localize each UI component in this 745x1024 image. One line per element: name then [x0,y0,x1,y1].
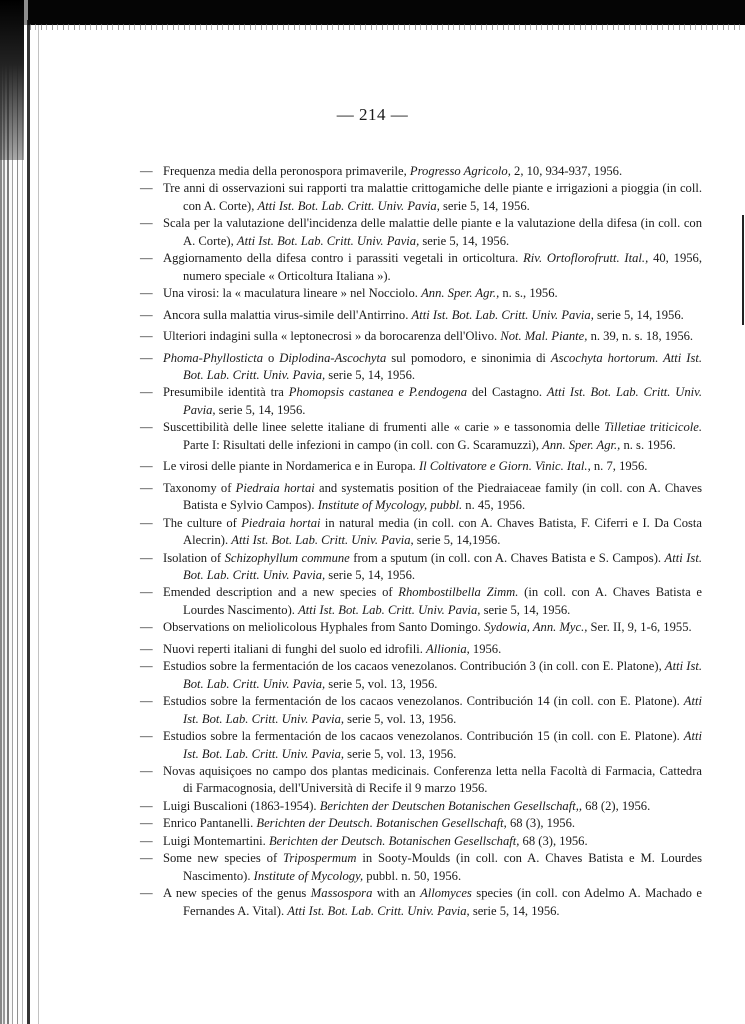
entry-text: species (in coll. con Adelmo A. Machado e Fernandes A. Vital). [183,886,702,918]
entry-text: in Sooty-Moulds (in coll. con A. Chaves Batista e M. Lourdes Nascimento). [183,851,703,883]
entry-dash: — [140,620,153,635]
entry-dash: — [140,286,153,301]
entry-text: The culture of [163,515,242,530]
entry-text: with an [372,886,421,901]
entry-text: Una virosi: la « maculatura lineare » nel Nocciolo. [163,286,422,301]
entry-text: Aggiornamento della difesa contro i parassiti vegetali in orticoltura. [163,251,524,266]
entry-italic-text: Phomopsis castanea e P.endogena [288,385,467,400]
entry-italic-text: Atti Ist. Bot. Lab. Critt. Univ. Pavia, [183,385,702,417]
bibliography-entry [140,850,702,885]
bibliography-entry [140,885,702,920]
entry-italic-text: Diplodina-Ascochyta [279,350,387,365]
entry-italic-text: Ann. Sper. Agr., [421,286,500,301]
bibliography-entry [140,584,702,619]
entry-italic-text: Atti Ist. Bot. Lab. Critt. Univ. Pavia, [411,307,594,322]
bibliography-entry [140,550,702,585]
page-fold-shadow [38,25,39,1024]
entry-text: Nuovi reperti italiani di funghi del suolo ed idrofili. [163,641,427,656]
entry-dash: — [140,833,153,848]
entry-text: Emended description and a new species of [163,585,399,600]
bibliography-entry [140,215,702,250]
entry-italic-text: Progresso Agricolo, [409,164,511,178]
entry-text: Suscettibilità delle linee selette italiane di frumenti alle « carie » e tassonomia delle [163,420,605,435]
entry-text: Ancora sulla malattia virus-simile dell'Antirrino. [163,307,412,322]
entry-text: Observations on meliolicolous Hyphales from Santo Domingo. [163,620,485,635]
entry-text: n. 39, n. s. 18, 1956. [587,329,694,344]
entry-text: serie 5, 14, 1956. [480,602,571,617]
bibliography-entry [140,419,702,454]
entry-text: serie 5, vol. 13, 1956. [344,711,457,726]
entry-text: from a sputum (in coll. con A. Chaves Batista e S. Campos). [349,550,665,565]
entry-italic-text: Piedraia hortai [241,515,321,530]
bibliography-entry [140,641,702,658]
entry-text: Tre anni di osservazioni sui rapporti tra malattie crittogamiche delle piante e irrigazioni a pioggia (in coll. con A. Corte), [163,181,702,213]
entry-text: serie 5, 14,1956. [413,533,501,548]
bibliography-entry [140,833,702,850]
entry-dash: — [140,851,153,866]
entry-italic-text: Institute of Mycology, pubbl. [317,498,463,513]
entry-text: sul pomodoro, e sinonimia di [386,350,551,365]
entry-text: del Castagno. [467,385,547,400]
entry-text: Isolation of [163,550,225,565]
bibliography-entry [140,163,702,180]
entry-italic-text: Il Coltivatore e Giorn. Vinic. Ital., [418,459,591,474]
entry-italic-text: Phoma-Phyllosticta [163,350,264,365]
entry-dash: — [140,550,153,565]
bibliography-list [140,163,702,920]
entry-text: Estudios sobre la fermentación de los cacaos venezolanos. Contribución 3 (in coll. con E. Platone), [163,659,665,674]
entry-italic-text: Atti Ist. Bot. Lab. Critt. Univ. Pavia, [257,198,440,213]
entry-text: Estudios sobre la fermentación de los cacaos venezolanos. Contribución 15 (in coll. con E. Platone). [163,729,684,744]
entry-dash: — [140,515,153,530]
entry-text: Le virosi delle piante in Nordamerica e in Europa. [163,459,419,474]
entry-dash: — [140,216,153,231]
entry-italic-text: Berichten der Deutsch. Botanischen Gesellschaft, [268,833,520,848]
entry-text: Enrico Pantanelli. [163,816,257,831]
entry-dash: — [140,641,153,656]
bibliography-entry [140,763,702,798]
entry-text: pubbl. n. 50, 1956. [363,868,462,883]
bibliography-entry [140,798,702,815]
entry-text: Novas aquisiçoes no campo dos plantas medicinais. Conferenza letta nella Facoltà di Farmacia, Cattedra di Farmacognosia, dell'Università di Recife il 9 marzo 1956. [163,763,702,796]
entry-dash: — [140,694,153,709]
entry-text: n. s. 1956. [620,437,676,452]
entry-text: 68 (2), 1956. [582,798,651,813]
entry-italic-text: Riv. Ortoflorofrutt. Ital., [523,251,649,266]
entry-text: 1956. [469,641,502,656]
bibliography-entry [140,728,702,763]
bibliography-entry [140,815,702,832]
entry-text: Taxonomy of [163,480,236,495]
entry-text: 2, 10, 934-937, 1956. [510,164,623,178]
scan-top-border [0,0,745,25]
entry-italic-text: Sydowia, Ann. Myc., [484,620,588,635]
entry-italic-text: Atti Ist. Bot. Lab. Critt. Univ. Pavia, [287,903,470,918]
entry-italic-text: Not. Mal. Piante, [500,329,588,344]
entry-text: n. 7, 1956. [590,459,648,474]
entry-text: Parte I: Risultati delle infezioni in campo (in coll. con G. Scaramuzzi), [183,437,543,452]
entry-dash: — [140,816,153,831]
entry-text: serie 5, 14, 1956. [439,198,530,213]
entry-italic-text: Tilletiae triticicole. [604,420,702,435]
entry-text: A new species of the genus [163,886,311,901]
page-number: — 214 — [336,105,409,124]
entry-text: Estudios sobre la fermentación de los cacaos venezolanos. Contribución 14 (in coll. con E. Platone). [163,694,684,709]
entry-text: Luigi Buscalioni (1863-1954). [163,798,320,813]
entry-dash: — [140,659,153,674]
entry-text: n. s., 1956. [499,286,558,301]
entry-text: and systematis position of the Piedraiaceae family (in coll. con A. Chaves Batista e Sylvio Campos). [183,480,702,513]
bibliography-entry [140,384,702,419]
entry-italic-text: Atti Ist. Bot. Lab. Critt. Univ. Pavia, [231,533,414,548]
entry-italic-text: Allomyces [420,886,472,901]
scan-edge-mark [742,215,744,325]
bibliography-entry [140,480,702,515]
bibliography-entry [140,350,702,385]
entry-text: 40, 1956, numero speciale « Orticoltura Italiana »). [183,251,703,283]
entry-italic-text: Allionia, [426,641,470,656]
entry-italic-text: Piedraia hortai [235,480,315,495]
entry-italic-text: Institute of Mycology, [253,868,364,883]
bibliography-entry [140,693,702,728]
bibliography-entry [140,250,702,285]
entry-italic-text: Ann. Sper. Agr., [542,437,621,452]
entry-text: serie 5, vol. 13, 1956. [344,746,457,761]
entry-italic-text: Massospora [310,886,373,901]
bibliography-entry [140,619,702,636]
entry-dash: — [140,385,153,400]
entry-italic-text: Atti Ist. Bot. Lab. Critt. Univ. Pavia, [236,233,420,248]
entry-text: Ser. II, 9, 1-6, 1955. [587,620,692,635]
entry-dash: — [140,329,153,344]
entry-text: Luigi Montemartini. [163,833,269,848]
page-fold-line [27,20,30,1024]
entry-text: 68 (3), 1956. [519,833,588,848]
entry-text: n. 45, 1956. [462,498,526,513]
entry-dash: — [140,459,153,474]
bibliography-entry [140,658,702,693]
bibliography-entry [140,328,702,345]
entry-italic-text: Rhombostilbella Zimm. [398,585,519,600]
entry-dash: — [140,420,153,435]
entry-text: serie 5, 14, 1956. [419,233,510,248]
entry-dash: — [140,763,153,778]
entry-italic-text: Berichten der Deutschen Botanischen Gesellschaft,, [319,798,583,813]
entry-text: Frequenza media della peronospora primaverile, [163,164,410,178]
entry-text: serie 5, 14, 1956. [325,567,416,582]
scan-border-fray [30,24,745,30]
bibliography-entry [140,515,702,550]
entry-italic-text: Tripospermum [283,851,357,866]
entry-dash: — [140,307,153,322]
entry-italic-text: Atti Ist. Bot. Lab. Critt. Univ. Pavia, [183,550,702,582]
entry-text: serie 5, 14, 1956. [593,307,684,322]
bibliography-entry [140,285,702,302]
entry-text: Ulteriori indagini sulla « leptonecrosi » da borocarenza dell'Olivo. [163,329,501,344]
entry-italic-text: Atti Ist. Bot. Lab. Critt. Univ. Pavia, [183,659,702,691]
entry-dash: — [140,164,153,178]
entry-dash: — [140,251,153,266]
entry-text: Scala per la valutazione dell'incidenza delle malattie delle piante e la valutazione della difesa (in coll. con A. Corte), [163,216,702,248]
entry-text: o [263,350,280,365]
entry-text: serie 5, 14, 1956. [469,903,560,918]
entry-text: in natural media (in coll. con A. Chaves Batista, F. Ciferri e I. Da Costa Alecrin). [183,515,702,548]
entry-dash: — [140,181,153,196]
entry-text: serie 5, vol. 13, 1956. [325,676,438,691]
entry-italic-text: Ascochyta hortorum. Atti Ist. Bot. Lab. Critt. Univ. Pavia, [183,350,702,382]
entry-dash: — [140,798,153,813]
bibliography-entry [140,180,702,215]
bibliography-entry [140,307,702,324]
entry-dash: — [140,729,153,744]
entry-dash: — [140,350,153,365]
entry-dash: — [140,886,153,901]
entry-italic-text: Atti Ist. Bot. Lab. Critt. Univ. Pavia, [183,694,702,726]
entry-italic-text: Atti Ist. Bot. Lab. Critt. Univ. Pavia, [298,602,481,617]
entry-text: (in coll. con A. Chaves Batista e Lourdes Nascimento). [183,585,702,617]
entry-dash: — [140,480,153,495]
entry-text: serie 5, 14, 1956. [215,402,306,417]
entry-dash: — [140,585,153,600]
entry-italic-text: Berichten der Deutsch. Botanischen Gesellschaft, [256,816,507,831]
entry-text: Some new species of [163,851,284,866]
entry-italic-text: Atti Ist. Bot. Lab. Critt. Univ. Pavia, [183,729,702,761]
binding-shadow [0,0,24,160]
entry-text: Presumibile identità tra [163,385,289,400]
entry-italic-text: Schizophyllum commune [224,550,350,565]
bibliography-entry [140,458,702,475]
entry-text: 68 (3), 1956. [506,816,576,831]
entry-text: serie 5, 14, 1956. [325,367,416,382]
